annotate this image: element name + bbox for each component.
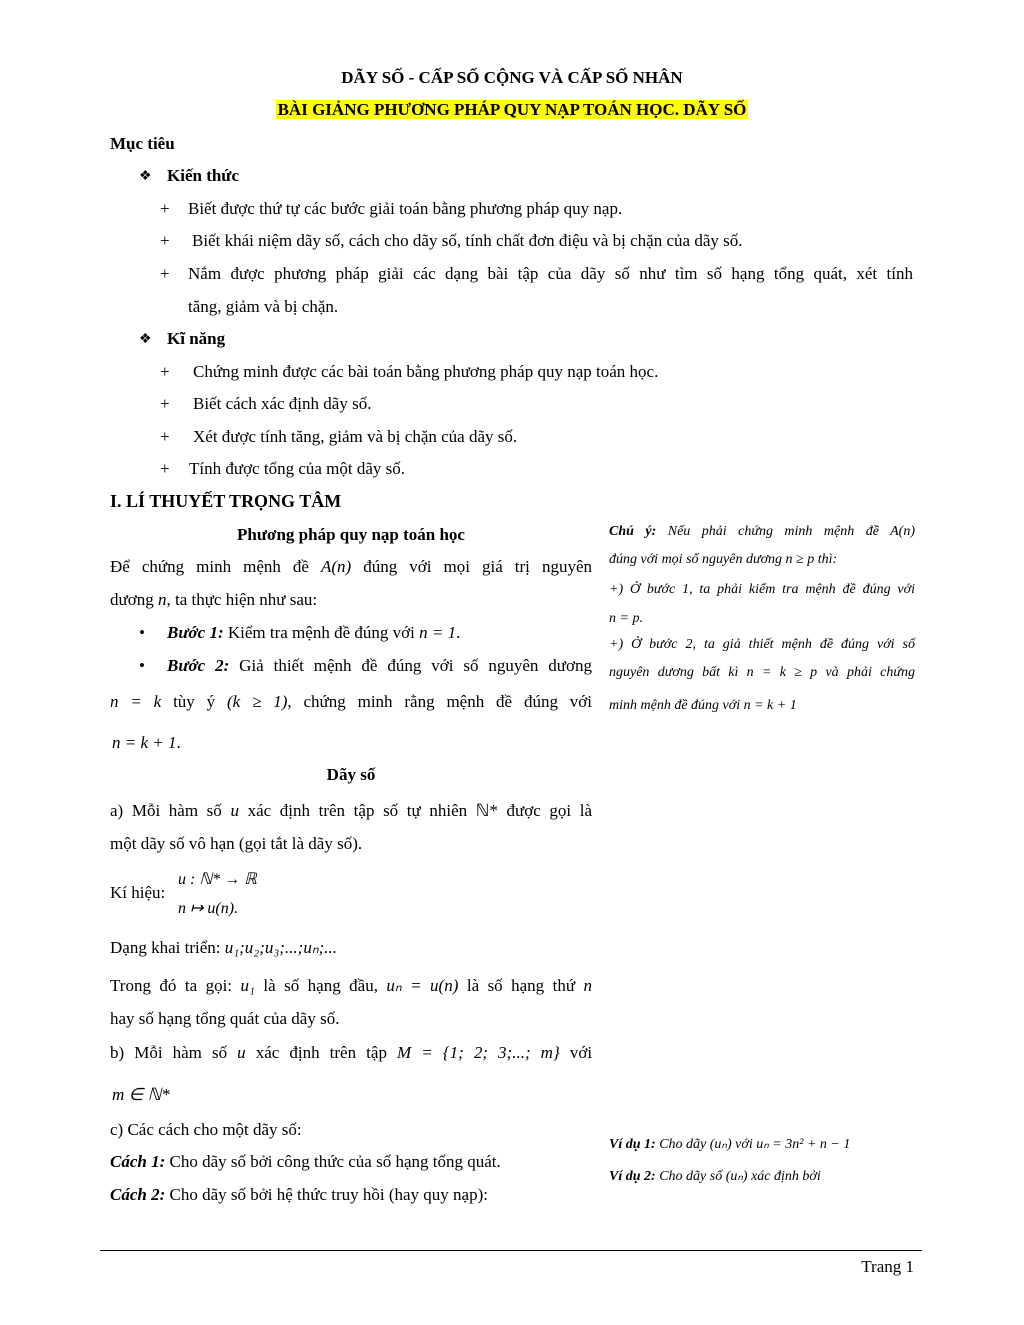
induction-heading: Phương pháp quy nạp toán học: [237, 525, 465, 544]
definition-a-line2: một dãy số vô hạn (gọi tắt là dãy số).: [110, 834, 363, 853]
way1-label: Cách 1:: [110, 1152, 166, 1171]
knowledge-heading: Kiến thức: [167, 166, 240, 185]
def-math: ℕ*: [475, 801, 498, 820]
diamond-bullet-icon: ❖: [139, 169, 152, 184]
note-text: Nếu phải chứng minh mệnh đề A(n): [667, 524, 915, 539]
intro-text: đúng với mọi giá trị nguyên: [363, 557, 592, 576]
def-math: u: [237, 1043, 246, 1062]
note-line1: [609, 524, 915, 540]
terms-text: là số hạng thứ: [466, 976, 576, 995]
skills-item: Biết cách xác định dãy số.: [193, 394, 372, 413]
terms-text: là số hạng đầu,: [263, 976, 378, 995]
step1-text: Kiểm tra mệnh đề đúng với: [227, 623, 415, 642]
def-text: xác định trên tập: [255, 1043, 387, 1062]
terms-math: u₁: [240, 976, 255, 995]
example2: [609, 1168, 821, 1185]
induction-intro-line1: [110, 557, 592, 577]
step2-line2: [110, 692, 592, 712]
document-title: DÃY SỐ - CẤP SỐ CỘNG VÀ CẤP SỐ NHÂN: [341, 68, 683, 87]
intro-text: dương: [110, 590, 154, 609]
example2-text: Cho dãy số (uₙ) xác định bởi: [659, 1169, 821, 1184]
skills-item: Chứng minh được các bài toán bằng phương pháp quy nạp toán học.: [193, 362, 659, 381]
plus-bullet-icon: +: [160, 427, 170, 446]
example2-label: Ví dụ 2:: [609, 1169, 656, 1184]
plus-bullet-icon: +: [160, 231, 170, 250]
induction-intro-line2: [110, 590, 317, 610]
step2-text: Giả thiết mệnh đề đúng với số nguyên dương: [239, 656, 593, 675]
plus-bullet-icon: +: [160, 394, 170, 413]
step2-math: (k ≥ 1): [227, 692, 288, 711]
step2-math: n = k: [110, 692, 162, 711]
notation-line2: n ↦ u(n).: [178, 900, 239, 917]
terms-line2: hay số hạng tổng quát của dãy số.: [110, 1009, 340, 1028]
section-heading: I. LÍ THUYẾT TRỌNG TÂM: [110, 491, 342, 511]
step2: [167, 656, 592, 676]
def-text: b) Mỗi hàm số: [110, 1043, 228, 1062]
example1: [609, 1136, 850, 1153]
step2-text: tùy ý: [173, 692, 216, 711]
knowledge-item: Nắm được phương pháp giải các dạng bài tập của dãy số như tìm số hạng tổng quát, xét tính: [188, 264, 913, 283]
def-text: xác định trên tập số tự nhiên: [247, 801, 468, 820]
terms-math: n: [583, 976, 593, 995]
note-line6: nguyên dương bất kì n = k ≥ p và phải chứng: [609, 665, 915, 680]
def-text: với: [569, 1043, 593, 1062]
plus-bullet-icon: +: [160, 362, 170, 381]
step2-end: .: [176, 733, 181, 752]
way1: [110, 1152, 501, 1172]
skills-heading: Kĩ năng: [167, 329, 226, 348]
step1-label: Bước 1:: [167, 623, 224, 642]
sequence-heading: Dãy số: [326, 765, 376, 784]
knowledge-item-continued: tăng, giảm và bị chặn.: [188, 297, 339, 316]
plus-bullet-icon: +: [160, 459, 170, 478]
intro-math: A(n): [321, 557, 352, 576]
skills-item: Xét được tính tăng, giảm và bị chặn của dãy số.: [193, 427, 518, 446]
def-math: u: [230, 801, 239, 820]
expansion: [110, 938, 337, 958]
example1-math: uₙ = 3n² + n − 1: [756, 1137, 851, 1152]
example1-label: Ví dụ 1:: [609, 1137, 656, 1152]
note-line5: +) Ở bước 2, ta giả thiết mệnh đề đúng với số: [609, 637, 915, 652]
bullet-icon: •: [139, 656, 145, 675]
intro-text: , ta thực hiện như sau:: [166, 590, 318, 609]
notation-label: Kí hiệu:: [110, 883, 166, 902]
way1-text: Cho dãy số bởi công thức của số hạng tổng quát.: [169, 1152, 501, 1171]
def-math: M = {1; 2; 3;...; m}: [397, 1043, 560, 1062]
definition-b-line1: [110, 1043, 592, 1063]
intro-math: n: [157, 590, 167, 609]
step1-end: .: [456, 623, 461, 642]
plus-bullet-icon: +: [160, 264, 170, 283]
knowledge-item: Biết khái niệm dãy số, cách cho dãy số, tính chất đơn điệu và bị chặn của dãy số.: [192, 231, 743, 250]
note-label: Chú ý:: [609, 524, 657, 539]
page-number: Trang 1: [861, 1257, 914, 1276]
plus-bullet-icon: +: [160, 199, 170, 218]
step1: [167, 623, 460, 643]
note-line7: minh mệnh đề đúng với n = k + 1: [609, 698, 797, 713]
way2: [110, 1185, 488, 1205]
step2-label: Bước 2:: [167, 656, 230, 675]
objectives-heading: Mục tiêu: [110, 134, 175, 153]
document-subtitle-wrap: [0, 100, 1024, 120]
footer-divider: [100, 1250, 922, 1251]
note-line3: +) Ở bước 1, ta phải kiểm tra mệnh đề đúng với: [609, 582, 915, 597]
ways-heading: c) Các cách cho một dãy số:: [110, 1120, 302, 1139]
intro-text: Để chứng minh mệnh đề: [110, 557, 309, 576]
example1-text: Cho dãy (uₙ) với: [659, 1137, 753, 1152]
way2-text: Cho dãy số bởi hệ thức truy hồi (hay quy nạp):: [169, 1185, 488, 1204]
document-subtitle: BÀI GIẢNG PHƯƠNG PHÁP QUY NẠP TOÁN HỌC. DÃY SỐ: [277, 100, 747, 119]
terms-math: uₙ = u(n): [386, 976, 459, 995]
definition-a-line1: [110, 801, 592, 821]
knowledge-item: Biết được thứ tự các bước giải toán bằng phương pháp quy nạp.: [188, 199, 623, 218]
skills-item: Tính được tổng của một dãy số.: [189, 459, 406, 478]
step2-text: , chứng minh rằng mệnh đề đúng với: [287, 692, 593, 711]
def-text: a) Mỗi hàm số: [110, 801, 222, 820]
expansion-math: u₁;u₂;u₃;...;uₙ;...: [224, 938, 338, 957]
diamond-bullet-icon: ❖: [139, 332, 152, 347]
note-line4: n = p.: [609, 611, 643, 626]
step2-line3: [112, 733, 181, 753]
bullet-icon: •: [139, 623, 145, 642]
terms-text: Trong đó ta gọi:: [110, 976, 233, 995]
def-text: được gọi là: [506, 801, 593, 820]
notation-line1: u : ℕ* → ℝ: [178, 871, 257, 888]
terms-line1: [110, 976, 592, 996]
note-line2: đúng với mọi số nguyên dương n ≥ p thì:: [609, 552, 838, 567]
step2-math: n = k + 1: [112, 733, 177, 752]
definition-b-line2: m ∈ ℕ*: [112, 1085, 170, 1104]
way2-label: Cách 2:: [110, 1185, 166, 1204]
step1-math: n = 1: [419, 623, 457, 642]
expansion-label: Dạng khai triển:: [110, 938, 221, 957]
